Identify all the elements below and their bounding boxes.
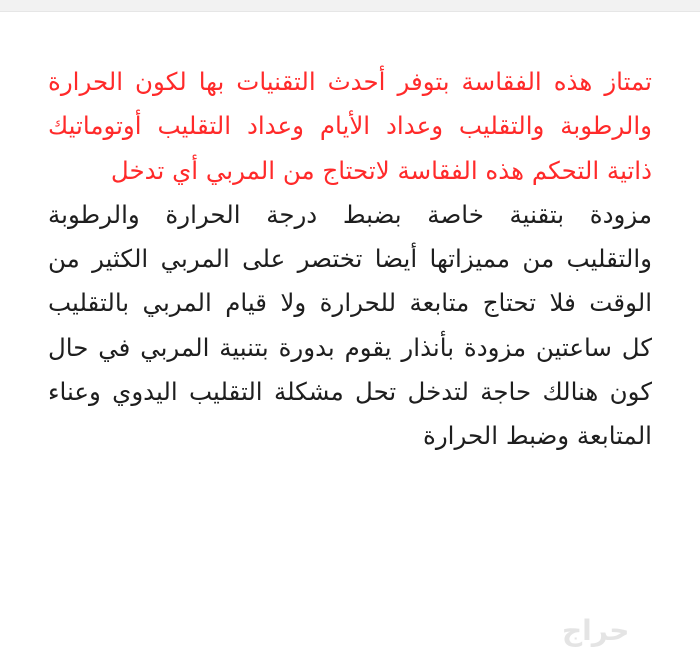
body-line-4: كل ساعتين مزودة بأنذار يقوم بدورة بتنبية المربي في حال (48, 332, 652, 362)
highlighted-line-2: والرطوبة والتقليب وعداد الأيام وعداد التقليب أوتوماتيك (48, 111, 652, 141)
body-line-3: الوقت فلا تحتاج متابعة للحرارة ولا قيام المربي بالتقليب (48, 288, 652, 318)
top-bar (0, 0, 700, 12)
post-description (48, 60, 652, 459)
body-line-6: المتابعة وضبط الحرارة (422, 421, 652, 451)
body-line-1: مزودة بتقنية خاصة بضبط درجة الحرارة والرطوبة (48, 199, 652, 229)
body-line-2: والتقليب من مميزاتها أيضا تختصر على المربي الكثير من (48, 244, 652, 274)
highlighted-line-1: تمتاز هذه الفقاسة بتوفر أحدث التقنيات بها لكون الحرارة (48, 67, 652, 96)
haraj-watermark: حراج (562, 614, 630, 647)
highlighted-line-3: ذاتية التحكم هذه الفقاسة لاتحتاج من المربي أي تدخل (110, 155, 652, 185)
body-line-5: كون هنالك حاجة لتدخل تحل مشكلة التقليب اليدوي وعناء (48, 377, 652, 407)
